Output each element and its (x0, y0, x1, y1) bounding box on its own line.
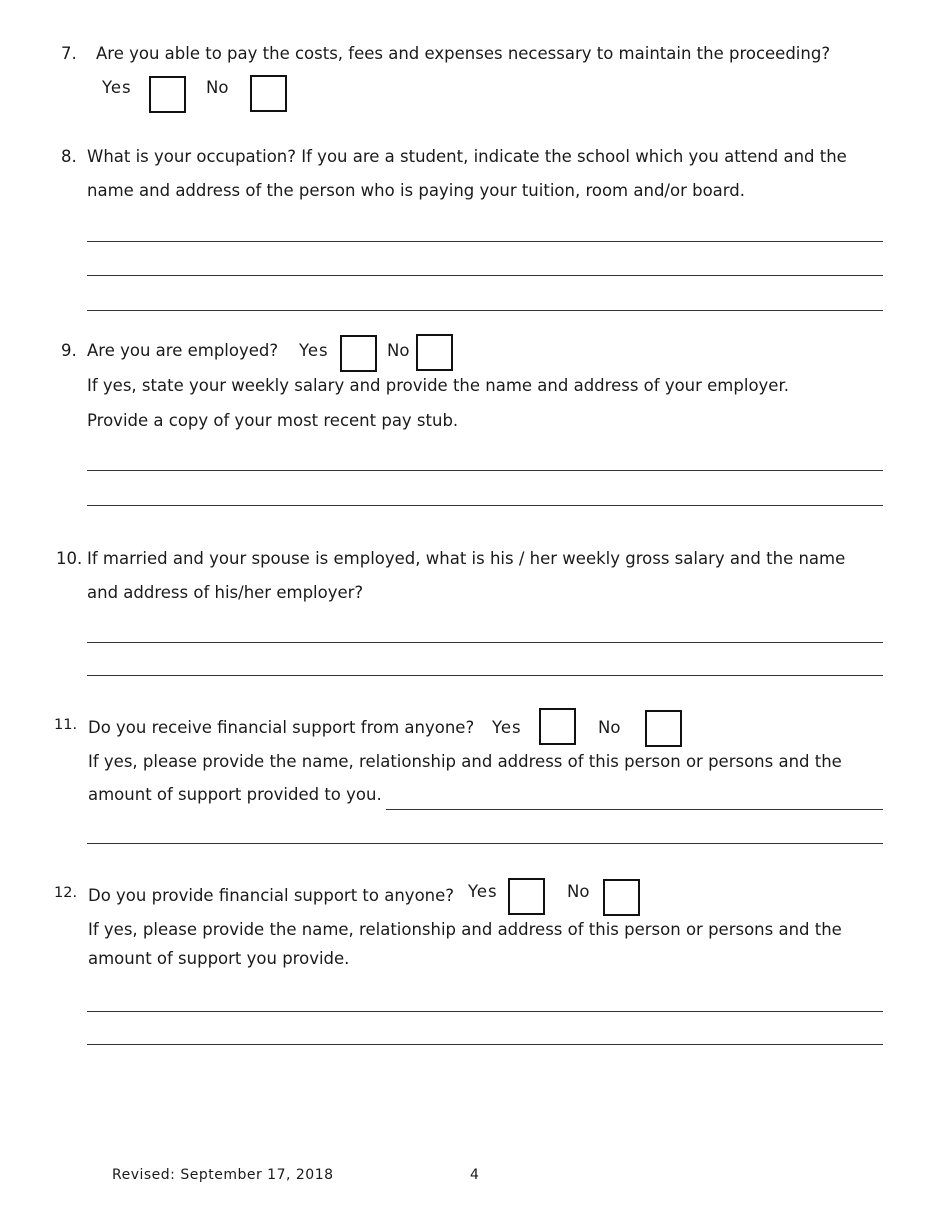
q8-question-line2: name and address of the person who is paying your tuition, room and/or board. (87, 181, 745, 200)
q11-inline-answer-line[interactable] (386, 809, 883, 810)
q10-answer-line-2[interactable] (87, 675, 883, 676)
q7-number: 7. (61, 44, 77, 63)
q8-question-line1: What is your occupation? If you are a student, indicate the school which you attend and the (87, 147, 847, 166)
q11-number: 11. (54, 717, 78, 733)
footer-revised-date: Revised: September 17, 2018 (112, 1167, 334, 1183)
q9-question: Are you are employed? (87, 341, 279, 360)
q11-instruction-line1: If yes, please provide the name, relationship and address of this person or persons and the (88, 752, 842, 771)
q8-answer-line-3[interactable] (87, 310, 883, 311)
q7-no-checkbox[interactable] (250, 75, 287, 112)
q8-answer-line-1[interactable] (87, 241, 883, 242)
q11-yes-checkbox[interactable] (539, 708, 576, 745)
q12-answer-line-1[interactable] (87, 1011, 883, 1012)
q11-question: Do you receive financial support from anyone? (88, 718, 475, 737)
q7-question: Are you able to pay the costs, fees and expenses necessary to maintain the proceeding? (96, 44, 831, 63)
q9-instruction-line2: Provide a copy of your most recent pay stub. (87, 411, 459, 430)
q9-instruction-line1: If yes, state your weekly salary and provide the name and address of your employer. (87, 376, 789, 395)
q7-yes-label: Yes (102, 78, 132, 97)
q12-yes-label: Yes (468, 882, 498, 901)
q7-no-label: No (206, 78, 229, 97)
q11-instruction-line2: amount of support provided to you. (88, 785, 382, 804)
q9-answer-line-2[interactable] (87, 505, 883, 506)
q12-question: Do you provide financial support to anyone? (88, 886, 455, 905)
q9-number: 9. (61, 341, 77, 360)
q7-yes-checkbox[interactable] (149, 76, 186, 113)
footer-page-number: 4 (470, 1167, 479, 1183)
q12-no-label: No (567, 882, 590, 901)
q8-answer-line-2[interactable] (87, 275, 883, 276)
q12-yes-checkbox[interactable] (508, 878, 545, 915)
q10-question-line1: If married and your spouse is employed, what is his / her weekly gross salary and the name (87, 549, 846, 568)
q12-answer-line-2[interactable] (87, 1044, 883, 1045)
q10-question-line2: and address of his/her employer? (87, 583, 364, 602)
q9-yes-checkbox[interactable] (340, 335, 377, 372)
q8-number: 8. (61, 147, 77, 166)
q9-yes-label: Yes (299, 341, 329, 360)
q11-no-checkbox[interactable] (645, 710, 682, 747)
q9-answer-line-1[interactable] (87, 470, 883, 471)
q9-no-checkbox[interactable] (416, 334, 453, 371)
q10-answer-line-1[interactable] (87, 642, 883, 643)
q12-instruction-line2: amount of support you provide. (88, 949, 350, 968)
q10-number: 10. (56, 549, 83, 568)
q11-answer-line-1[interactable] (87, 843, 883, 844)
q9-no-label: No (387, 341, 410, 360)
q11-yes-label: Yes (492, 718, 522, 737)
q11-no-label: No (598, 718, 621, 737)
q12-no-checkbox[interactable] (603, 879, 640, 916)
q12-number: 12. (54, 885, 78, 901)
q12-instruction-line1: If yes, please provide the name, relationship and address of this person or persons and the (88, 920, 842, 939)
